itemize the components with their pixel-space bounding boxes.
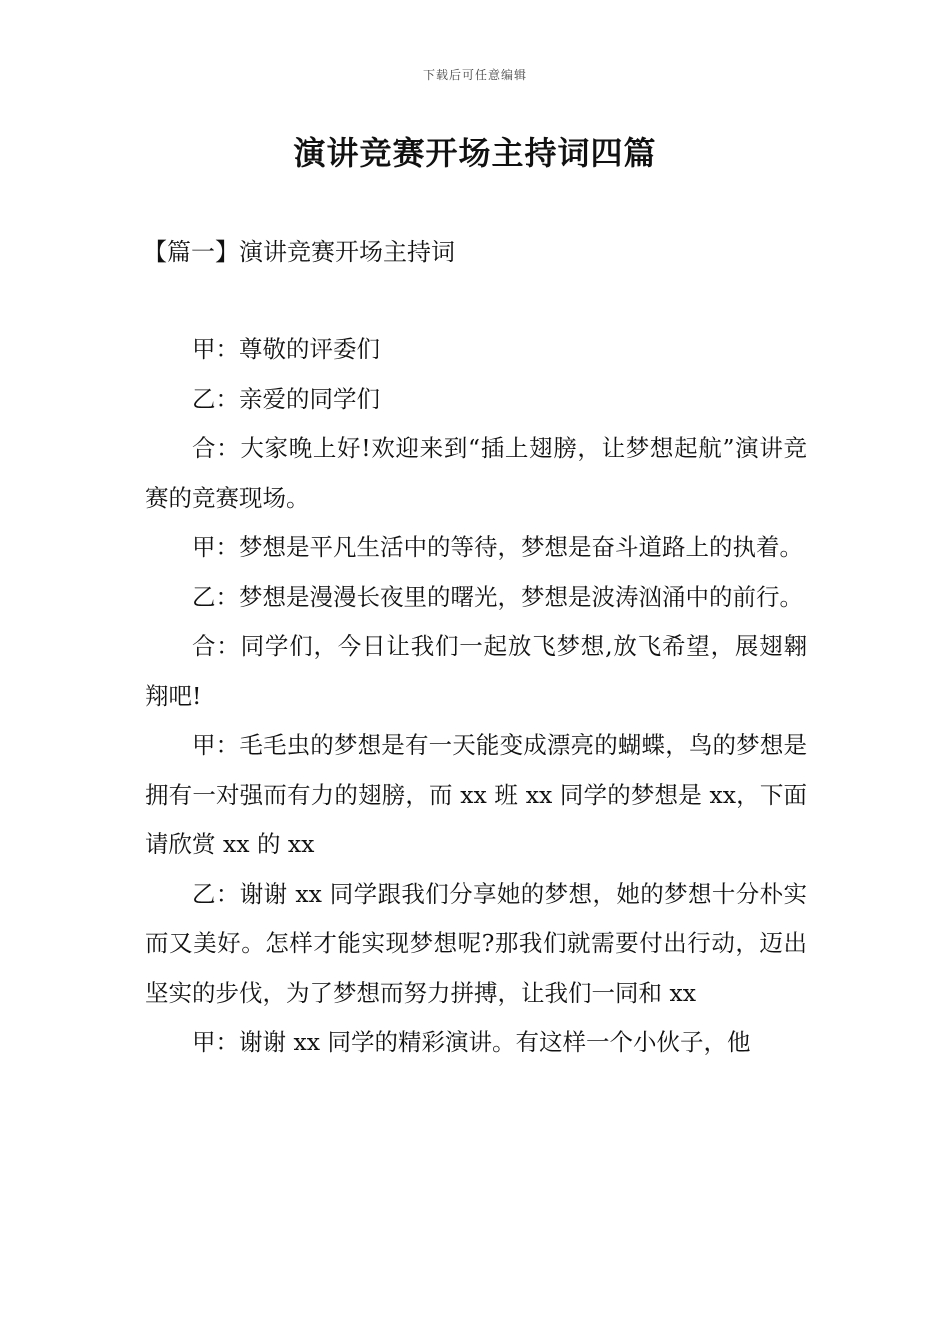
paragraph: 合：同学们，今日让我们一起放飞梦想,放飞希望，展翅翱翔吧! bbox=[145, 632, 807, 710]
header-note: 下载后可任意编辑 bbox=[422, 68, 527, 82]
paragraph: 乙：亲爱的同学们 bbox=[192, 384, 380, 413]
paragraph: 甲：谢谢 xx 同学的精彩演讲。有这样一个小伙子，他 bbox=[192, 1028, 751, 1056]
paragraph: 合：大家晚上好!欢迎来到“插上翅膀，让梦想起航”演讲竞赛的竞赛现场。 bbox=[145, 434, 807, 512]
paragraph: 甲：毛毛虫的梦想是有一天能变成漂亮的蝴蝶，鸟的梦想是拥有一对强而有力的翅膀，而 xx 班 xx 同学的梦想是 xx，下面请欣赏 xx 的 xx bbox=[145, 731, 807, 858]
paragraph: 甲：梦想是平凡生活中的等待，梦想是奋斗道路上的执着。 bbox=[192, 533, 803, 561]
paragraph: 乙：谢谢 xx 同学跟我们分享她的梦想，她的梦想十分朴实而又美好。怎样才能实现梦想呢?那我们就需要付出行动，迈出坚实的步伐，为了梦想而努力拼搏，让我们一同和 xx bbox=[145, 879, 807, 1007]
paragraph: 甲：尊敬的评委们 bbox=[192, 335, 380, 363]
document-title: 演讲竞赛开场主持词四篇 bbox=[293, 134, 657, 172]
paragraph: 乙：梦想是漫漫长夜里的曙光，梦想是波涛汹涌中的前行。 bbox=[192, 582, 803, 611]
document-body bbox=[145, 325, 807, 1068]
section-heading: 【篇一】演讲竞赛开场主持词 bbox=[143, 238, 455, 266]
